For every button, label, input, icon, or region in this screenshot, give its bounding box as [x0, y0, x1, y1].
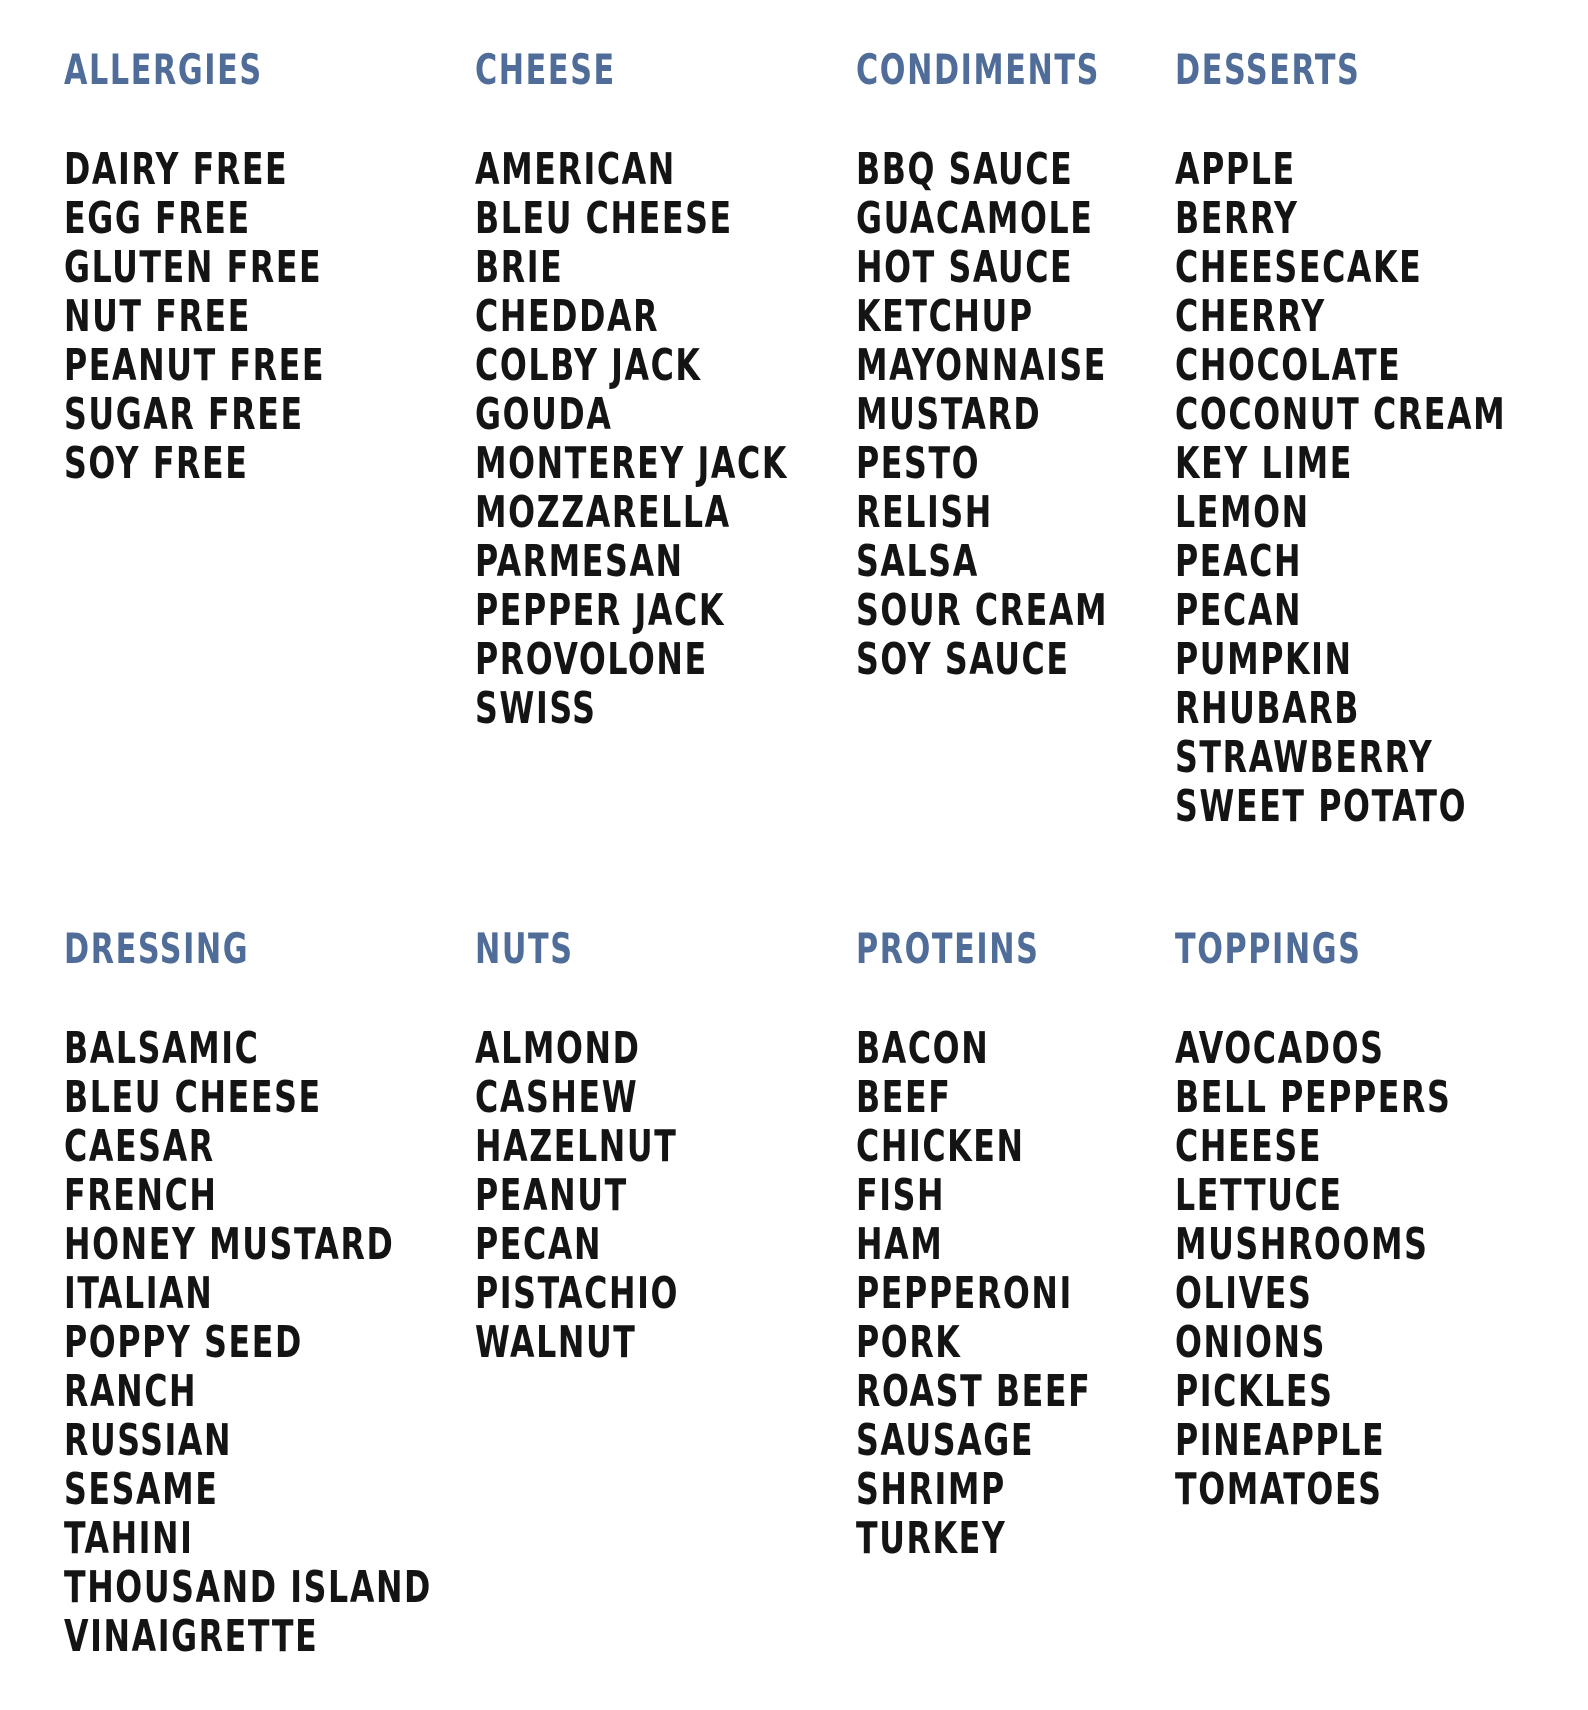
list-item: HOT SAUCE [856, 242, 1074, 293]
list-item: ONIONS [1175, 1317, 1327, 1368]
list-item: PINEAPPLE [1175, 1415, 1386, 1466]
list-item: GUACAMOLE [856, 193, 1094, 244]
list-item: LEMON [1175, 487, 1310, 538]
list-item: ROAST BEEF [856, 1366, 1092, 1417]
list-item: FRENCH [64, 1170, 218, 1221]
list-item: PEPPERONI [856, 1268, 1073, 1319]
list-item: WALNUT [475, 1317, 637, 1368]
list-item: ALMOND [475, 1023, 641, 1074]
category-title: DRESSING [64, 924, 250, 973]
item-list [1175, 145, 1588, 831]
list-item: CHERRY [1175, 291, 1326, 342]
category-title: PROTEINS [856, 924, 1040, 973]
list-item: PARMESAN [475, 536, 684, 587]
list-item: NUT FREE [64, 291, 251, 342]
list-item: CASHEW [475, 1072, 639, 1123]
list-item: BRIE [475, 242, 564, 293]
list-item: PUMPKIN [1175, 634, 1353, 685]
list-item: BERRY [1175, 193, 1299, 244]
list-item: PESTO [856, 438, 981, 489]
category-toppings [1175, 925, 1521, 1514]
list-item: BLEU CHEESE [475, 193, 733, 244]
list-item: CHEESECAKE [1175, 242, 1423, 293]
list-item: KETCHUP [856, 291, 1034, 342]
list-item: SOUR CREAM [856, 585, 1109, 636]
category-title: CHEESE [475, 45, 616, 94]
list-item: PECAN [475, 1219, 603, 1270]
list-item: BBQ SAUCE [856, 144, 1074, 195]
list-item: TOMATOES [1175, 1464, 1383, 1515]
category-dressing [64, 925, 524, 1661]
item-list [64, 145, 390, 488]
list-item: STRAWBERRY [1175, 732, 1434, 783]
category-cheese [475, 46, 866, 733]
list-item: SALSA [856, 536, 979, 587]
category-proteins [856, 925, 1150, 1563]
category-title: ALLERGIES [64, 45, 263, 94]
list-item: TURKEY [856, 1513, 1007, 1564]
list-item: MONTEREY JACK [475, 438, 789, 489]
list-item: KEY LIME [1175, 438, 1354, 489]
list-item: PEANUT [475, 1170, 628, 1221]
list-item: TAHINI [64, 1513, 194, 1564]
list-item: THOUSAND ISLAND [64, 1562, 432, 1613]
list-item: BEEF [856, 1072, 952, 1123]
list-item: BLEU CHEESE [64, 1072, 322, 1123]
list-item: ITALIAN [64, 1268, 214, 1319]
list-item: POPPY SEED [64, 1317, 303, 1368]
list-item: RHUBARB [1175, 683, 1360, 734]
list-item: LETTUCE [1175, 1170, 1343, 1221]
category-allergies [64, 46, 390, 488]
category-condiments [856, 46, 1171, 684]
category-title: CONDIMENTS [856, 45, 1100, 94]
category-title: DESSERTS [1175, 45, 1361, 94]
list-item: CHEESE [1175, 1121, 1323, 1172]
list-item: DAIRY FREE [64, 144, 289, 195]
list-item: HONEY MUSTARD [64, 1219, 395, 1270]
list-item: GLUTEN FREE [64, 242, 323, 293]
list-item: COCONUT CREAM [1175, 389, 1507, 440]
list-item: PISTACHIO [475, 1268, 679, 1319]
item-list [856, 145, 1171, 684]
list-item: SWEET POTATO [1175, 781, 1468, 832]
list-item: PECAN [1175, 585, 1303, 636]
list-item: CHEDDAR [475, 291, 660, 342]
category-nuts [475, 925, 730, 1367]
list-item: AVOCADOS [1175, 1023, 1385, 1074]
list-item: GOUDA [475, 389, 613, 440]
list-item: PORK [856, 1317, 962, 1368]
list-item: MUSTARD [856, 389, 1042, 440]
list-item: APPLE [1175, 144, 1296, 195]
list-item: OLIVES [1175, 1268, 1313, 1319]
list-item: RELISH [856, 487, 993, 538]
list-item: HAZELNUT [475, 1121, 678, 1172]
list-item: CAESAR [64, 1121, 215, 1172]
item-list [1175, 1024, 1521, 1514]
list-item: FISH [856, 1170, 946, 1221]
item-list [856, 1024, 1150, 1563]
list-item: SUGAR FREE [64, 389, 304, 440]
list-item: BACON [856, 1023, 990, 1074]
list-item: PICKLES [1175, 1366, 1334, 1417]
list-item: SESAME [64, 1464, 219, 1515]
list-item: PROVOLONE [475, 634, 708, 685]
item-list [64, 1024, 524, 1661]
list-item: CHICKEN [856, 1121, 1025, 1172]
list-item: BALSAMIC [64, 1023, 260, 1074]
list-item: EGG FREE [64, 193, 251, 244]
list-item: CHOCOLATE [1175, 340, 1402, 391]
list-item: MUSHROOMS [1175, 1219, 1429, 1270]
item-list [475, 1024, 730, 1367]
list-item: PEANUT FREE [64, 340, 326, 391]
list-item: SOY FREE [64, 438, 249, 489]
list-item: BELL PEPPERS [1175, 1072, 1452, 1123]
category-title: TOPPINGS [1175, 924, 1362, 973]
list-item: VINAIGRETTE [64, 1611, 319, 1662]
list-item: RANCH [64, 1366, 198, 1417]
list-item: SHRIMP [856, 1464, 1006, 1515]
list-item: AMERICAN [475, 144, 676, 195]
list-item: SAUSAGE [856, 1415, 1035, 1466]
category-desserts [1175, 46, 1588, 831]
list-item: COLBY JACK [475, 340, 702, 391]
list-item: MOZZARELLA [475, 487, 731, 538]
list-item: RUSSIAN [64, 1415, 233, 1466]
list-item: PEACH [1175, 536, 1303, 587]
item-list [475, 145, 866, 733]
list-item: SOY SAUCE [856, 634, 1070, 685]
list-item: SWISS [475, 683, 597, 734]
list-item: MAYONNAISE [856, 340, 1107, 391]
list-item: PEPPER JACK [475, 585, 725, 636]
list-item: HAM [856, 1219, 944, 1270]
category-title: NUTS [475, 924, 574, 973]
